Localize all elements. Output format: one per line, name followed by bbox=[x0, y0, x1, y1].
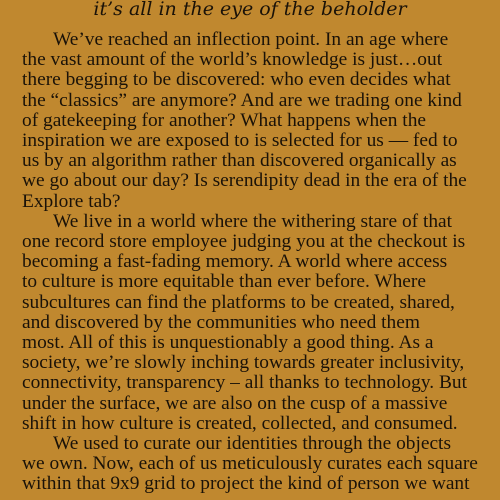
text-line: within that 9x9 grid to project the kind of person we want bbox=[22, 473, 470, 495]
text-line: We used to curate our identities through the objects bbox=[53, 433, 451, 454]
text-line: most. All of this is unquestionably a good thing. As a bbox=[22, 332, 434, 353]
text-line: society, we’re slowly inching towards greater inclusivity, bbox=[22, 352, 465, 374]
text-line: to culture is more equitable than ever before. Where bbox=[22, 271, 426, 293]
text-line: We live in a world where the withering stare of that bbox=[53, 210, 453, 232]
text-line: we own. Now, each of us meticulously curates each square bbox=[22, 453, 478, 475]
text-line: shift in how culture is created, collected, and consumed. bbox=[22, 412, 458, 434]
text-line: one record store employee judging you at the checkout is bbox=[22, 231, 466, 252]
text-line: of gatekeeping for another? What happens when the bbox=[22, 109, 426, 131]
text-line: the vast amount of the world’s knowledge is just…out bbox=[22, 49, 443, 71]
text-line: becoming a fast-fading memory. A world where access bbox=[22, 251, 448, 273]
text-line: the “classics” are anymore? And are we trading one kind bbox=[22, 89, 462, 111]
text-line: and discovered by the communities who need them bbox=[22, 311, 420, 333]
text-line: under the surface, we are also on the cusp of a massive bbox=[22, 392, 448, 414]
text-line: we go about our day? Is serendipity dead in the era of the bbox=[22, 170, 467, 192]
article-subtitle: it’s all in the eye of the beholder bbox=[93, 0, 407, 20]
text-line: inspiration we are exposed to is selected for us — fed to bbox=[22, 130, 458, 151]
text-line: We’ve reached an inflection point. In an age where bbox=[53, 29, 449, 50]
text-line: Explore tab? bbox=[22, 190, 121, 212]
text-line: connectivity, transparency – all thanks to technology. But bbox=[22, 372, 467, 394]
text-line: us by an algorithm rather than discovered organically as bbox=[22, 150, 457, 172]
text-line: subcultures can find the platforms to be created, shared, bbox=[22, 291, 455, 313]
text-line: there begging to be discovered: who even decides what bbox=[22, 69, 451, 91]
